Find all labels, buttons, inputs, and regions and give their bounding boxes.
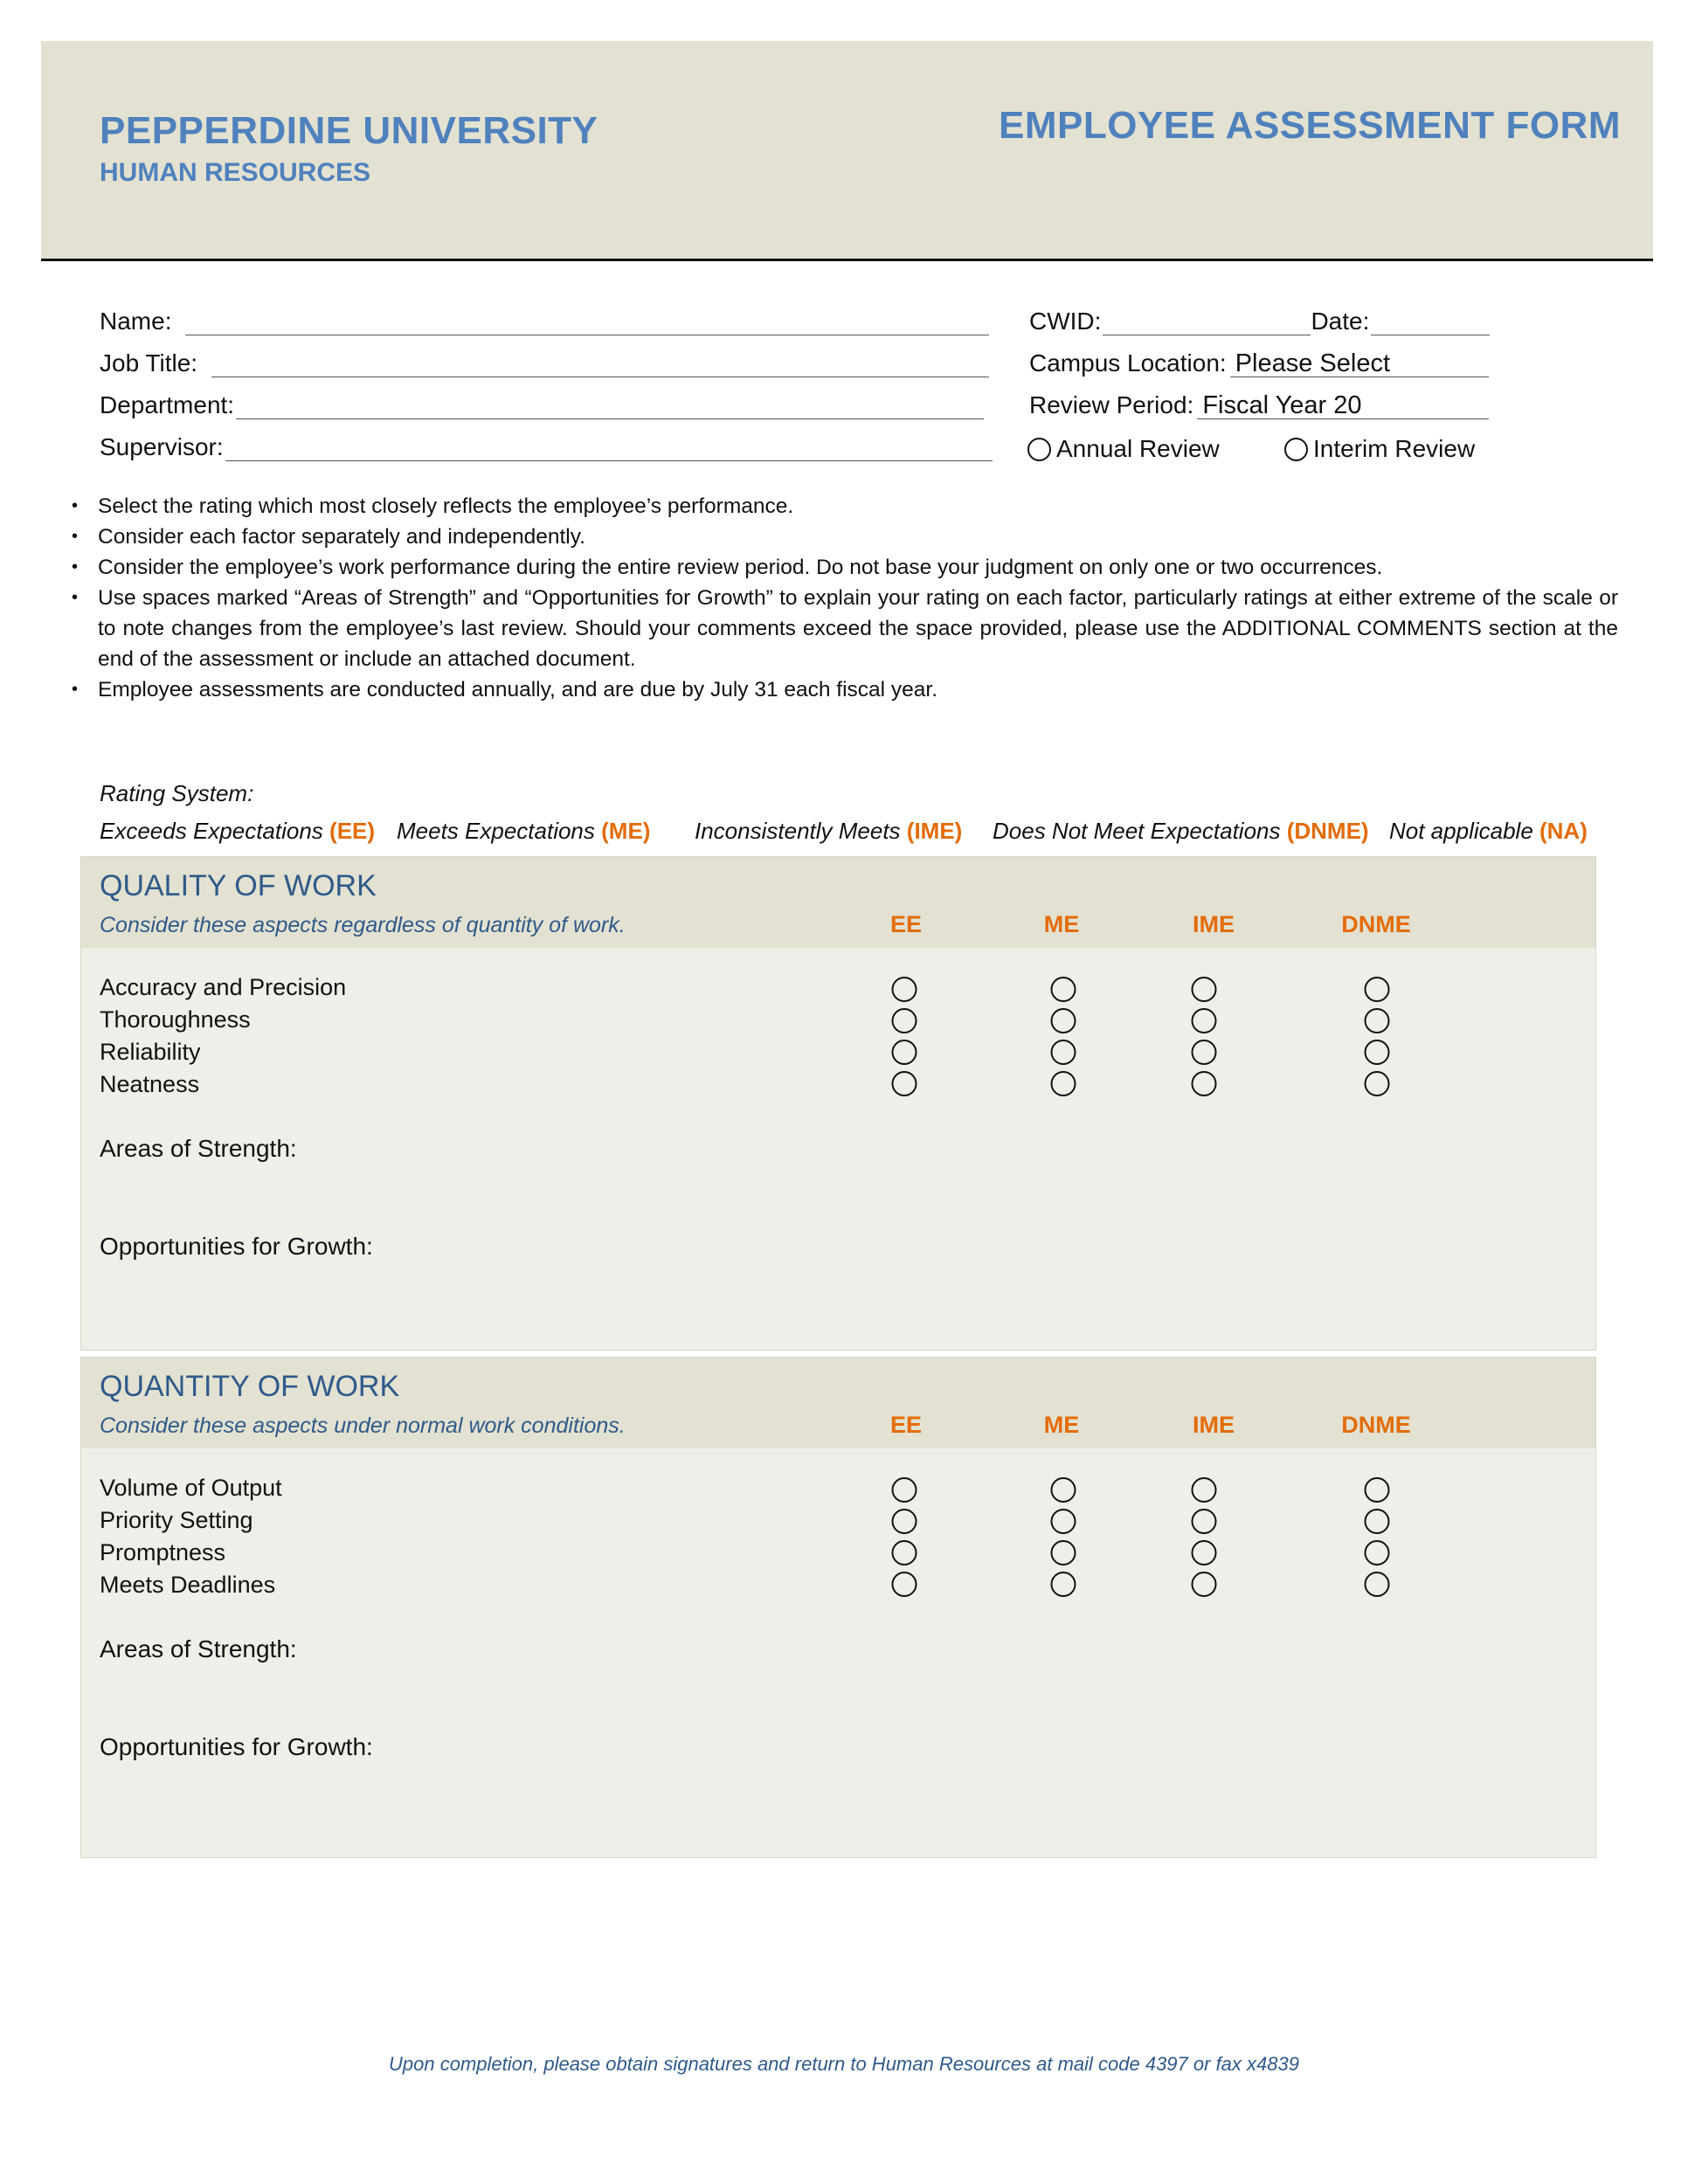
rating-radio-me[interactable]	[1051, 1572, 1076, 1597]
factor-label: Neatness	[100, 1071, 200, 1097]
interim-review-radio[interactable]	[1284, 438, 1308, 461]
quality-of-work-section	[80, 856, 1596, 1351]
factor-label: Promptness	[100, 1539, 226, 1565]
campus-select[interactable]: Please Select	[1230, 350, 1489, 377]
rating-radio-ime[interactable]	[1192, 1572, 1217, 1597]
section-title: QUANTITY OF WORK	[100, 1370, 400, 1403]
rating-radio-me[interactable]	[1051, 1008, 1076, 1033]
review-period-label: Review Period:	[1029, 391, 1194, 418]
rating-legend-label: Meets Expectations	[397, 818, 602, 844]
rating-legend-dnme	[993, 818, 1369, 845]
rating-legend-abbr: (EE)	[329, 818, 376, 844]
rating-radio-ee[interactable]	[892, 1008, 917, 1033]
column-header-ee: EE	[889, 911, 923, 937]
supervisor-label: Supervisor:	[100, 433, 224, 460]
factor-label: Accuracy and Precision	[100, 974, 347, 1000]
annual-review-label: Annual Review	[1056, 435, 1220, 462]
campus-label: Campus Location:	[1029, 349, 1227, 377]
instructions-list	[98, 491, 1618, 705]
opportunities-for-growth-label: Opportunities for Growth:	[100, 1233, 373, 1260]
rating-radio-ime[interactable]	[1192, 1040, 1217, 1065]
name-field[interactable]	[185, 310, 989, 335]
rating-radio-ee[interactable]	[892, 1071, 917, 1096]
rating-radio-ime[interactable]	[1192, 1477, 1217, 1503]
section-title: QUALITY OF WORK	[100, 869, 377, 902]
rating-radio-ee[interactable]	[892, 1477, 917, 1503]
review-period-row	[1029, 391, 1489, 419]
job-title-row	[100, 349, 989, 377]
instruction-item: • Consider the employee’s work performance during the entire review period. Do not base your judgment on only one or two occurrences.	[98, 552, 1618, 583]
areas-of-strength-label: Areas of Strength:	[100, 1635, 297, 1662]
review-period-field[interactable]: Fiscal Year 20	[1197, 392, 1489, 419]
section-header	[81, 1358, 1595, 1448]
department-row	[100, 391, 984, 419]
interim-review-label: Interim Review	[1313, 435, 1476, 462]
interim-review-option[interactable]	[1284, 435, 1475, 463]
column-header-me: ME	[1043, 1412, 1080, 1438]
rating-radio-ime[interactable]	[1192, 977, 1217, 1002]
rating-legend-abbr: (DNME)	[1286, 818, 1369, 844]
rating-radio-dnme[interactable]	[1365, 1008, 1390, 1033]
rating-radio-me[interactable]	[1051, 1540, 1076, 1565]
areas-of-strength-label: Areas of Strength:	[100, 1135, 297, 1162]
rating-radio-ee[interactable]	[892, 977, 917, 1002]
column-header-ee: EE	[889, 1412, 923, 1438]
rating-radio-me[interactable]	[1051, 1071, 1076, 1096]
form-title: EMPLOYEE ASSESSMENT FORM	[998, 104, 1621, 147]
rating-radio-ee[interactable]	[892, 1540, 917, 1565]
rating-legend-ee	[100, 818, 375, 845]
section-header	[81, 857, 1595, 948]
rating-radio-dnme[interactable]	[1365, 1540, 1390, 1565]
factor-label: Meets Deadlines	[100, 1572, 276, 1598]
column-header-me: ME	[1043, 911, 1080, 937]
instruction-item: • Use spaces marked “Areas of Strength” and “Opportunities for Growth” to explain your rating on each factor, particularly ratings at either extreme of the scale or to note changes from the employee’s last review. Should your comments exceed the space provided, please use the ADDITIONAL COMMENTS section at the end of the assessment or include an attached document.	[98, 583, 1618, 674]
rating-radio-ime[interactable]	[1192, 1509, 1217, 1534]
rating-radio-dnme[interactable]	[1365, 1040, 1390, 1065]
rating-legend-abbr: (IME)	[906, 818, 963, 844]
rating-legend-me	[397, 818, 650, 845]
annual-review-radio[interactable]	[1027, 438, 1051, 461]
department-label: Department:	[100, 391, 235, 418]
column-header-dnme: DNME	[1341, 911, 1411, 937]
rating-legend-abbr: (ME)	[601, 818, 651, 844]
rating-radio-dnme[interactable]	[1365, 1572, 1390, 1597]
cwid-date-row	[1029, 308, 1490, 335]
instruction-item: • Select the rating which most closely reflects the employee’s performance.	[98, 491, 1618, 522]
rating-radio-ime[interactable]	[1192, 1008, 1217, 1033]
org-department: HUMAN RESOURCES	[100, 158, 371, 187]
campus-row	[1029, 349, 1489, 377]
supervisor-field[interactable]	[225, 436, 993, 461]
department-field[interactable]	[236, 394, 984, 419]
cwid-field[interactable]	[1103, 310, 1311, 335]
factor-label: Reliability	[100, 1039, 201, 1065]
rating-legend-label: Does Not Meet Expectations	[993, 818, 1287, 844]
factor-label: Volume of Output	[100, 1475, 282, 1501]
annual-review-option[interactable]	[1027, 435, 1220, 463]
column-header-dnme: DNME	[1341, 1412, 1411, 1438]
column-header-ime: IME	[1192, 911, 1235, 937]
factor-label: Priority Setting	[100, 1507, 253, 1533]
name-label: Name:	[100, 308, 172, 335]
rating-legend-label: Not applicable	[1389, 818, 1539, 844]
job-title-field[interactable]	[211, 352, 989, 377]
rating-legend-na	[1389, 818, 1588, 845]
rating-radio-dnme[interactable]	[1365, 1477, 1390, 1503]
rating-legend-label: Exceeds Expectations	[100, 818, 330, 844]
name-row	[100, 308, 989, 335]
rating-radio-dnme[interactable]	[1365, 977, 1390, 1002]
rating-radio-ime[interactable]	[1192, 1071, 1217, 1096]
org-name: PEPPERDINE UNIVERSITY	[100, 109, 598, 152]
rating-radio-ee[interactable]	[892, 1572, 917, 1597]
rating-radio-me[interactable]	[1051, 977, 1076, 1002]
rating-legend-ime	[695, 818, 962, 845]
opportunities-for-growth-label: Opportunities for Growth:	[100, 1733, 373, 1760]
date-label: Date:	[1311, 308, 1370, 335]
rating-radio-ime[interactable]	[1192, 1540, 1217, 1565]
rating-radio-dnme[interactable]	[1365, 1071, 1390, 1096]
section-subtitle: Consider these aspects under normal work conditions.	[100, 1413, 626, 1438]
supervisor-row	[100, 433, 993, 461]
instruction-item: • Consider each factor separately and independently.	[98, 522, 1618, 552]
section-subtitle: Consider these aspects regardless of quantity of work.	[100, 913, 626, 937]
quantity-of-work-section	[80, 1357, 1596, 1858]
footer-note: Upon completion, please obtain signatures and return to Human Resources at mail code 4397 or fax x4839	[389, 2053, 1299, 2075]
rating-legend-label: Inconsistently Meets	[695, 818, 907, 844]
rating-radio-me[interactable]	[1051, 1509, 1076, 1534]
rating-radio-ee[interactable]	[892, 1040, 917, 1065]
rating-radio-ee[interactable]	[892, 1509, 917, 1534]
form-header	[41, 41, 1653, 261]
rating-legend-abbr: (NA)	[1539, 818, 1588, 844]
cwid-label: CWID:	[1029, 308, 1102, 335]
job-title-label: Job Title:	[100, 349, 198, 377]
instruction-item: • Employee assessments are conducted annually, and are due by July 31 each fiscal year.	[98, 674, 1618, 705]
rating-system-title: Rating System:	[100, 780, 254, 806]
date-field[interactable]	[1371, 310, 1490, 335]
rating-radio-dnme[interactable]	[1365, 1509, 1390, 1534]
factor-label: Thoroughness	[100, 1006, 251, 1033]
rating-radio-me[interactable]	[1051, 1477, 1076, 1503]
column-header-ime: IME	[1192, 1412, 1235, 1438]
rating-radio-me[interactable]	[1051, 1040, 1076, 1065]
